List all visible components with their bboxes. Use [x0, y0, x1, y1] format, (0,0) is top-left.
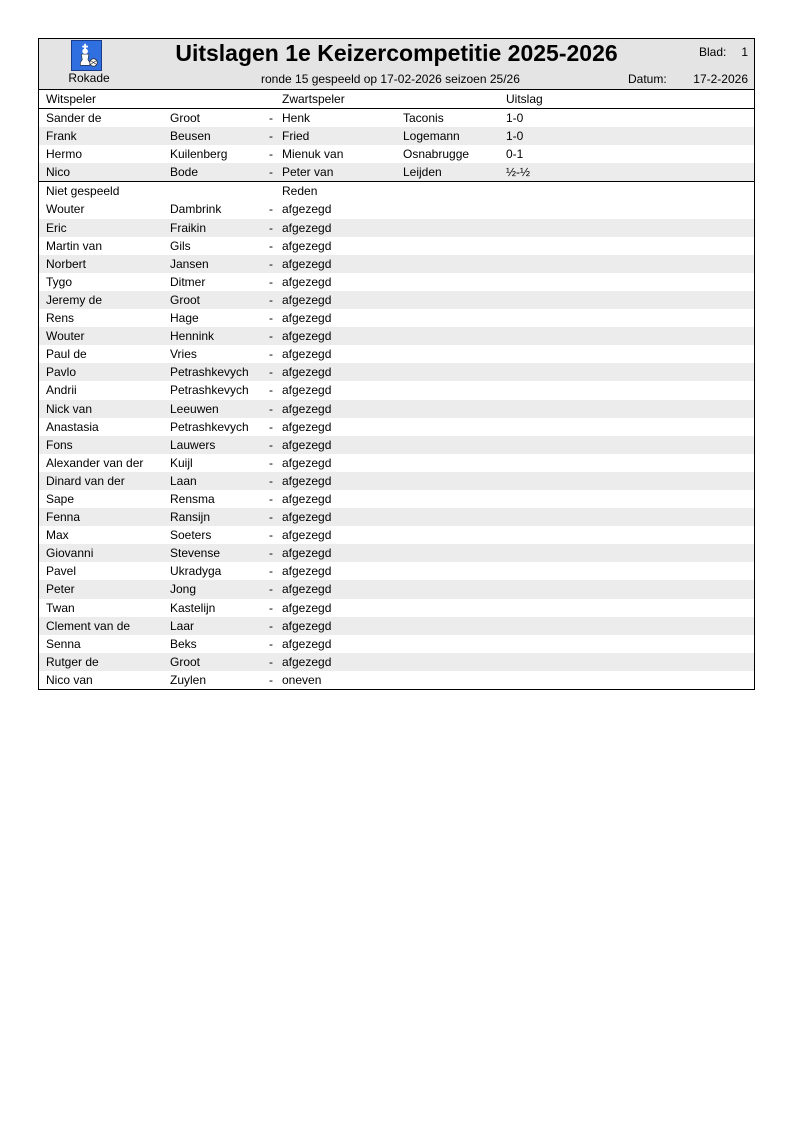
not-played-row [39, 327, 754, 345]
not-played-row [39, 418, 754, 436]
separator: - [269, 437, 273, 452]
white-last-name: Groot [170, 111, 201, 126]
not-played-row [39, 309, 754, 327]
separator: - [269, 220, 273, 235]
separator: - [269, 129, 273, 144]
absence-reason: afgezegd [282, 220, 332, 235]
reason-header: Reden [282, 184, 318, 199]
player-first-name: Jeremy de [46, 292, 103, 307]
player-last-name: Beks [170, 636, 197, 651]
sheet-number-label: Blad: [699, 45, 727, 59]
white-last-name: Beusen [170, 129, 211, 144]
page-title: Uitslagen 1e Keizercompetitie 2025-2026 [175, 40, 618, 66]
player-first-name: Paul de [46, 347, 87, 362]
player-first-name: Rens [46, 311, 75, 326]
player-last-name: Rensma [170, 491, 215, 506]
date-label: Datum: [628, 72, 667, 86]
not-played-row [39, 599, 754, 617]
separator: - [269, 383, 273, 398]
column-header-result: Uitslag [506, 92, 543, 106]
not-played-row [39, 200, 754, 218]
separator: - [269, 165, 273, 180]
absence-reason: afgezegd [282, 383, 332, 398]
game-result: ½-½ [506, 165, 531, 180]
absence-reason: afgezegd [282, 274, 332, 289]
not-played-row [39, 381, 754, 399]
player-last-name: Petrashkevych [170, 383, 249, 398]
absence-reason: afgezegd [282, 256, 332, 271]
player-first-name: Norbert [46, 256, 87, 271]
white-last-name: Bode [170, 165, 199, 180]
white-first-name: Nico [46, 165, 71, 180]
not-played-row [39, 363, 754, 381]
black-last-name: Logemann [403, 129, 460, 144]
separator: - [269, 256, 273, 271]
absence-reason: afgezegd [282, 654, 332, 669]
absence-reason: afgezegd [282, 238, 332, 253]
games-list [39, 109, 754, 181]
separator: - [269, 618, 273, 633]
absence-reason: oneven [282, 672, 322, 687]
not-played-row [39, 580, 754, 598]
game-result: 0-1 [506, 147, 524, 162]
game-result: 1-0 [506, 111, 524, 126]
club-name: Rokade [68, 71, 110, 85]
player-last-name: Leeuwen [170, 401, 219, 416]
player-first-name: Pavlo [46, 365, 77, 380]
absence-reason: afgezegd [282, 618, 332, 633]
game-result: 1-0 [506, 129, 524, 144]
separator: - [269, 419, 273, 434]
player-first-name: Max [46, 528, 69, 543]
separator: - [269, 528, 273, 543]
not-played-row [39, 671, 754, 689]
sheet-header [39, 39, 754, 90]
date-value: 17-2-2026 [693, 72, 748, 86]
player-first-name: Nico van [46, 672, 93, 687]
separator: - [269, 510, 273, 525]
player-first-name: Anastasia [46, 419, 99, 434]
not-played-row [39, 562, 754, 580]
game-row [39, 127, 754, 145]
player-last-name: Ditmer [170, 274, 206, 289]
player-last-name: Lauwers [170, 437, 216, 452]
absence-reason: afgezegd [282, 292, 332, 307]
player-last-name: Hennink [170, 329, 215, 344]
black-last-name: Osnabrugge [403, 147, 470, 162]
player-last-name: Groot [170, 654, 201, 669]
not-played-row [39, 291, 754, 309]
player-last-name: Gils [170, 238, 191, 253]
sheet-number-value: 1 [741, 45, 748, 59]
separator: - [269, 111, 273, 126]
black-last-name: Taconis [403, 111, 444, 126]
player-first-name: Fenna [46, 510, 81, 525]
absence-reason: afgezegd [282, 564, 332, 579]
player-first-name: Dinard van der [46, 473, 125, 488]
separator: - [269, 311, 273, 326]
column-header-black: Zwartspeler [282, 92, 345, 106]
absence-reason: afgezegd [282, 528, 332, 543]
player-first-name: Eric [46, 220, 67, 235]
results-sheet [38, 38, 755, 690]
not-played-row [39, 237, 754, 255]
player-first-name: Alexander van der [46, 455, 144, 470]
separator: - [269, 329, 273, 344]
player-last-name: Soeters [170, 528, 212, 543]
not-played-row [39, 526, 754, 544]
not-played-row [39, 508, 754, 526]
not-played-row [39, 345, 754, 363]
black-first-name: Peter van [282, 165, 334, 180]
separator: - [269, 274, 273, 289]
player-last-name: Ransijn [170, 510, 211, 525]
separator: - [269, 636, 273, 651]
white-first-name: Frank [46, 129, 77, 144]
player-first-name: Pavel [46, 564, 77, 579]
player-first-name: Wouter [46, 202, 85, 217]
not-played-list [39, 200, 754, 689]
absence-reason: afgezegd [282, 202, 332, 217]
absence-reason: afgezegd [282, 347, 332, 362]
player-last-name: Jong [170, 582, 197, 597]
separator: - [269, 546, 273, 561]
separator: - [269, 365, 273, 380]
column-header-white: Witspeler [46, 92, 97, 106]
absence-reason: afgezegd [282, 419, 332, 434]
player-first-name: Senna [46, 636, 81, 651]
player-first-name: Giovanni [46, 546, 94, 561]
not-played-row [39, 635, 754, 653]
absence-reason: afgezegd [282, 636, 332, 651]
absence-reason: afgezegd [282, 311, 332, 326]
round-subtitle: ronde 15 gespeeld op 17-02-2026 seizoen 25/26 [261, 72, 520, 86]
player-first-name: Nick van [46, 401, 93, 416]
not-played-row [39, 400, 754, 418]
game-row [39, 145, 754, 163]
player-first-name: Clement van de [46, 618, 131, 633]
white-first-name: Hermo [46, 147, 83, 162]
absence-reason: afgezegd [282, 491, 332, 506]
absence-reason: afgezegd [282, 510, 332, 525]
not-played-row [39, 472, 754, 490]
black-last-name: Leijden [403, 165, 442, 180]
absence-reason: afgezegd [282, 329, 332, 344]
not-played-row [39, 544, 754, 562]
separator: - [269, 600, 273, 615]
player-last-name: Petrashkevych [170, 365, 249, 380]
separator: - [269, 347, 273, 362]
player-first-name: Peter [46, 582, 75, 597]
white-first-name: Sander de [46, 111, 102, 126]
player-last-name: Laar [170, 618, 195, 633]
not-played-row [39, 653, 754, 671]
player-first-name: Sape [46, 491, 75, 506]
white-last-name: Kuilenberg [170, 147, 228, 162]
separator: - [269, 564, 273, 579]
column-headers [39, 90, 754, 109]
game-row [39, 163, 754, 181]
separator: - [269, 292, 273, 307]
separator: - [269, 582, 273, 597]
player-first-name: Fons [46, 437, 73, 452]
not-played-row [39, 436, 754, 454]
separator: - [269, 491, 273, 506]
player-first-name: Martin van [46, 238, 103, 253]
absence-reason: afgezegd [282, 546, 332, 561]
absence-reason: afgezegd [282, 473, 332, 488]
absence-reason: afgezegd [282, 437, 332, 452]
player-first-name: Twan [46, 600, 75, 615]
player-last-name: Jansen [170, 256, 209, 271]
not-played-row [39, 454, 754, 472]
absence-reason: afgezegd [282, 365, 332, 380]
player-last-name: Fraikin [170, 220, 207, 235]
separator: - [269, 202, 273, 217]
player-last-name: Stevense [170, 546, 221, 561]
player-first-name: Tygo [46, 274, 73, 289]
game-row [39, 109, 754, 127]
separator: - [269, 147, 273, 162]
not-played-row [39, 219, 754, 237]
player-last-name: Groot [170, 292, 201, 307]
not-played-header [39, 181, 754, 200]
player-last-name: Hage [170, 311, 199, 326]
not-played-label: Niet gespeeld [46, 184, 120, 199]
player-first-name: Wouter [46, 329, 85, 344]
not-played-row [39, 255, 754, 273]
player-last-name: Ukradyga [170, 564, 222, 579]
player-last-name: Kastelijn [170, 600, 216, 615]
not-played-row [39, 273, 754, 291]
player-last-name: Vries [170, 347, 197, 362]
separator: - [269, 401, 273, 416]
separator: - [269, 654, 273, 669]
player-last-name: Zuylen [170, 672, 207, 687]
not-played-row [39, 490, 754, 508]
black-first-name: Mienuk van [282, 147, 344, 162]
separator: - [269, 238, 273, 253]
player-last-name: Dambrink [170, 202, 222, 217]
black-first-name: Fried [282, 129, 310, 144]
not-played-row [39, 617, 754, 635]
absence-reason: afgezegd [282, 600, 332, 615]
absence-reason: afgezegd [282, 455, 332, 470]
player-last-name: Petrashkevych [170, 419, 249, 434]
separator: - [269, 473, 273, 488]
chess-king-icon [71, 40, 102, 71]
absence-reason: afgezegd [282, 582, 332, 597]
black-first-name: Henk [282, 111, 311, 126]
player-first-name: Rutger de [46, 654, 99, 669]
player-last-name: Laan [170, 473, 197, 488]
player-first-name: Andrii [46, 383, 77, 398]
absence-reason: afgezegd [282, 401, 332, 416]
separator: - [269, 672, 273, 687]
separator: - [269, 455, 273, 470]
player-last-name: Kuijl [170, 455, 193, 470]
